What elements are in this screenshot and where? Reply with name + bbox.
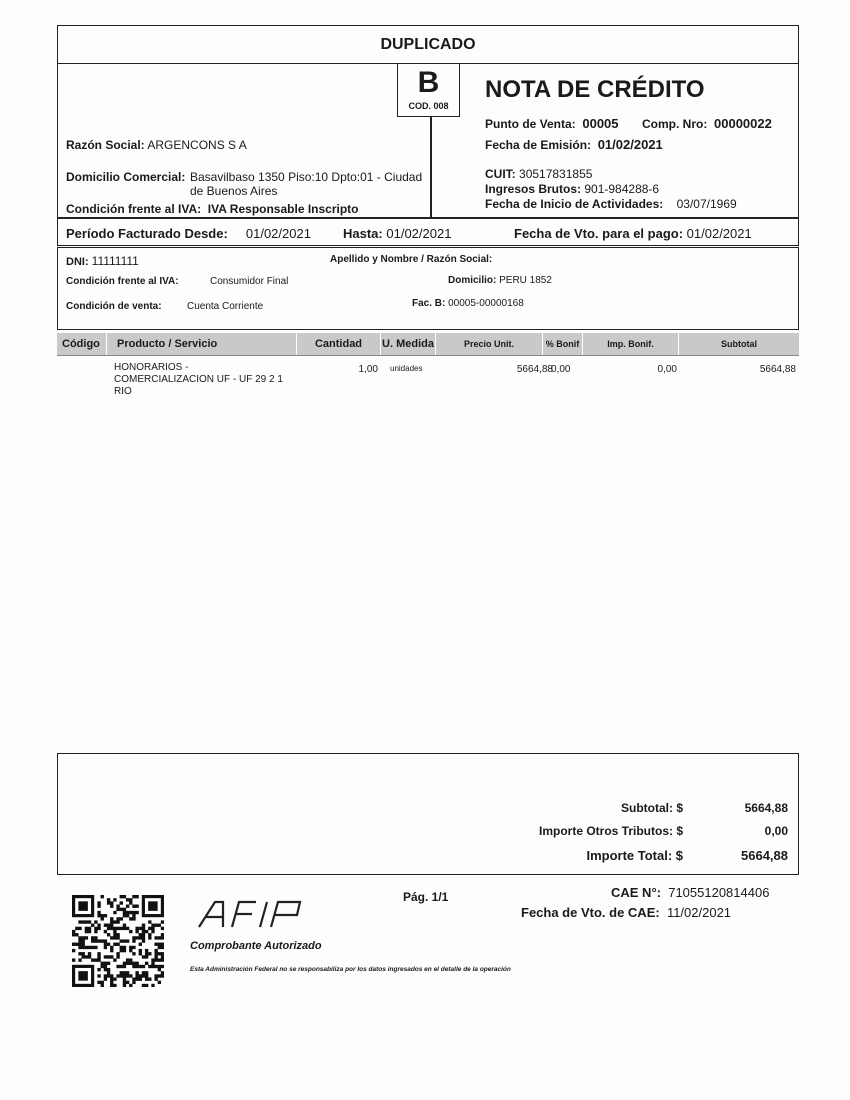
cuit: CUIT: 30517831855	[485, 167, 593, 181]
cae-vto: Fecha de Vto. de CAE: 11/02/2021	[521, 905, 732, 920]
ingresos-brutos: Ingresos Brutos: 901-984288-6	[485, 182, 660, 196]
row-imp-bonif: 0,00	[657, 364, 677, 375]
header-bonif: % Bonif	[543, 333, 583, 355]
issuer-domicilio-label: Domicilio Comercial:	[66, 170, 186, 184]
invoice-code: COD. 008	[408, 101, 449, 111]
inicio-actividades: Fecha de Inicio de Actividades: 03/07/1969	[485, 197, 737, 211]
header-unidad: U. Medida	[381, 333, 436, 355]
row-cantidad: 1,00	[358, 364, 378, 375]
client-domicilio: Domicilio: PERU 1852	[448, 275, 552, 286]
client-section	[57, 247, 799, 330]
client-condicion-venta: Cuenta Corriente	[187, 301, 264, 312]
header-precio: Precio Unit.	[436, 333, 543, 355]
document-type: NOTA DE CRÉDITO	[485, 76, 705, 103]
totals-section	[57, 753, 799, 875]
periodo-desde: Período Facturado Desde: 01/02/2021	[66, 226, 311, 241]
client-factura-ref: Fac. B: 00005-00000168	[412, 298, 524, 309]
items-table-header	[57, 333, 799, 356]
invoice-letter: B	[417, 66, 440, 99]
pagina: Pág. 1/1	[403, 890, 449, 904]
afip-logo	[196, 899, 308, 934]
issuer-razon-social: Razón Social: ARGENCONS S A	[66, 138, 247, 152]
client-iva: Consumidor Final	[210, 276, 289, 287]
disclaimer: Esta Administración Federal no se responsabiliza por los datos ingresados en el detalle de la operación	[190, 966, 511, 973]
total-value: 5664,88	[741, 848, 788, 863]
row-precio: 5664,88	[516, 364, 553, 375]
fecha-vto-pago: Fecha de Vto. para el pago: 01/02/2021	[514, 226, 752, 241]
client-iva-label: Condición frente al IVA:	[66, 276, 179, 287]
copy-header	[57, 25, 799, 64]
punto-de-venta: Punto de Venta: 00005	[485, 116, 619, 131]
row-producto: HONORARIOS - COMERCIALIZACION UF - UF 29 2 1 RIO	[114, 362, 283, 397]
qr-code-icon	[72, 895, 164, 987]
cae-number: CAE N°: 71055120814406	[611, 885, 770, 900]
header-codigo: Código	[57, 333, 107, 355]
period-section	[57, 218, 799, 246]
client-dni: DNI: 11111111	[66, 254, 139, 268]
client-condicion-venta-label: Condición de venta:	[66, 301, 162, 312]
header-subtotal: Subtotal	[721, 339, 757, 349]
letter-box	[397, 63, 460, 117]
total-label: Importe Total: $	[586, 848, 683, 863]
header-producto: Producto / Servicio	[107, 333, 297, 355]
client-nombre-label: Apellido y Nombre / Razón Social:	[330, 254, 493, 265]
afip-logo-text	[196, 899, 198, 900]
row-subtotal: 5664,88	[759, 364, 796, 375]
table-row	[57, 362, 799, 402]
header-divider	[430, 117, 432, 217]
comprobante-autorizado: Comprobante Autorizado	[190, 940, 322, 952]
row-unidad: unidades	[390, 364, 423, 373]
issuer-iva: Condición frente al IVA: IVA Responsable Inscripto	[66, 202, 359, 216]
comp-nro: Comp. Nro: 00000022	[642, 116, 772, 131]
issuer-domicilio-value: Basavilbaso 1350 Piso:10 Dpto:01 - Ciudad de Buenos Aires	[190, 170, 423, 198]
periodo-hasta: Hasta: 01/02/2021	[343, 226, 452, 241]
copy-label: DUPLICADO	[380, 36, 476, 53]
subtotal-label: Subtotal: $	[621, 801, 683, 815]
header-cantidad: Cantidad	[297, 333, 381, 355]
subtotal-value: 5664,88	[744, 801, 788, 815]
otros-tributos-value: 0,00	[764, 824, 788, 838]
header-imp-bonif: Imp. Bonif.	[583, 333, 679, 355]
row-bonif: 0,00	[551, 364, 571, 375]
fecha-emision: Fecha de Emisión: 01/02/2021	[485, 137, 663, 152]
otros-tributos-label: Importe Otros Tributos: $	[538, 824, 683, 838]
